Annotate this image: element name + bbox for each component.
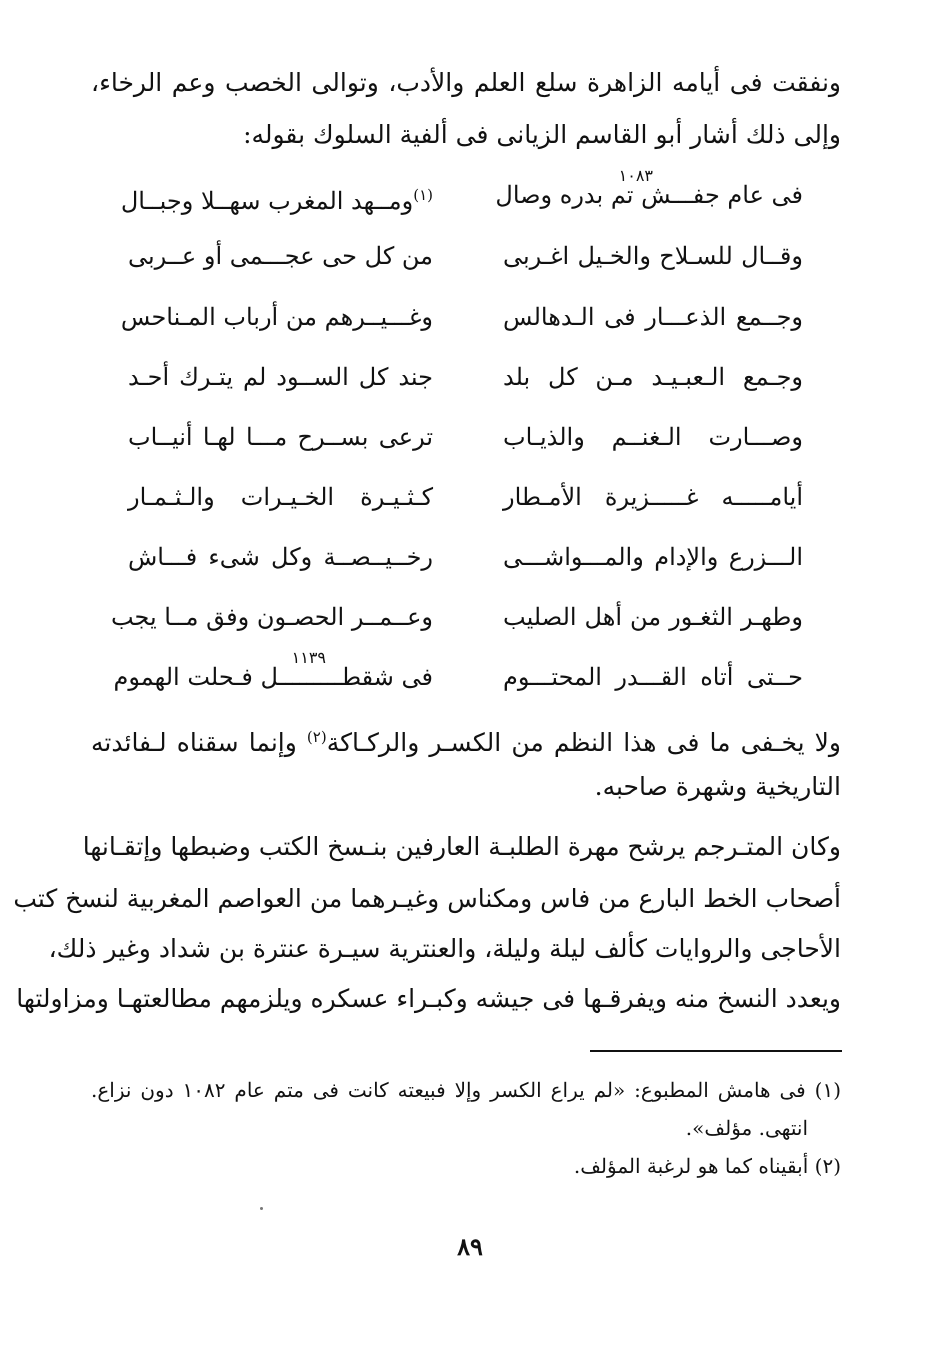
year-note: ١١٣٩ bbox=[291, 648, 326, 667]
verse-first-hemistich: الـــزرع والإدام والمـــواشـــى bbox=[503, 543, 803, 571]
verse-row bbox=[91, 482, 841, 512]
footnote-2: (٢) أبقيناه كما هو لرغبة المؤلف. bbox=[573, 1154, 841, 1178]
verse-row bbox=[91, 166, 841, 215]
verse-first-hemistich: فى عام جفـــش تم بدره وصال bbox=[495, 181, 803, 209]
comment-text-a: ولا يخـفى ما فى هذا النظم من الكسـر والركـاكة bbox=[326, 728, 842, 757]
verse-second-hemistich: رخــيــصــة وكل شىء فـــاش bbox=[128, 543, 433, 571]
year-note: ١٠٨٣ bbox=[618, 166, 653, 185]
verse-second-hemistich-text: ومــهد المغرب سهــلا وجبــال bbox=[120, 187, 414, 215]
verse-second-hemistich: ترعى بســرح مـــا لهـا أنيــاب bbox=[128, 423, 433, 451]
verse-second-hemistich: فى شقطـــــــــل فـحلت الهموم bbox=[113, 663, 433, 691]
paragraph-line: الأحاجى والروايات كألف ليلة وليلة، والعنترية سيـرة عنترة بن شداد وغير ذلك، bbox=[48, 934, 841, 963]
verse-row bbox=[91, 602, 841, 632]
verse-first-hemistich: وطهـر الثغـور من أهل الصليب bbox=[503, 603, 803, 631]
verse-first-hemistich: وقــال للسـلاح والخـيل اغـربى bbox=[503, 242, 803, 270]
intro-line-1: ونفقت فى أيامه الزاهرة سلع العلم والأدب، وتوالى الخصب وعم الرخاء، bbox=[91, 68, 841, 97]
verse-row bbox=[91, 241, 841, 271]
footnote-1-line-1: (١) فى هامش المطبوع: «لم يراع الكسر وإلا فبيعته كانت فى متم عام ١٠٨٢ دون نزاع. bbox=[91, 1078, 842, 1102]
paragraph-line: أصحاب الخط البارع من فاس ومكناس وغيـرهما من العواصم المغربية لنسخ كتب bbox=[13, 884, 841, 913]
verse-second-hemistich: جند كل الســود لم يتـرك أحـد bbox=[128, 363, 433, 391]
footnote-1-line-2: انتهى. مؤلف». bbox=[685, 1116, 808, 1140]
verse-row bbox=[91, 362, 841, 392]
footnote-divider bbox=[590, 1050, 842, 1052]
verse-row bbox=[91, 302, 841, 332]
verse-second-hemistich: كـثـيـرة الخـيـرات والـثـمـار bbox=[128, 483, 433, 511]
verse-second-hemistich bbox=[120, 180, 433, 216]
verse-row bbox=[91, 422, 841, 452]
verse-second-hemistich: من كل حى عجـــمى أو عــربى bbox=[127, 242, 433, 270]
footnote-marker: (١) bbox=[413, 186, 433, 204]
verse-first-hemistich: وصـــارت الـغنــم والذيـاب bbox=[503, 423, 803, 451]
verse-row bbox=[91, 542, 841, 572]
page-number: ٨٩ bbox=[457, 1232, 483, 1261]
verse-second-hemistich: وعــمــر الحصـون وفق مــا يجب bbox=[110, 603, 433, 631]
scan-speck bbox=[260, 1207, 263, 1210]
comment-line-1 bbox=[91, 722, 841, 758]
verse-first-hemistich: أيامـــــه غـــــزيرة الأمـطار bbox=[503, 483, 803, 511]
intro-line-2: وإلى ذلك أشار أبو القاسم الزيانى فى ألفية السلوك بقوله: bbox=[243, 120, 841, 149]
verse-row bbox=[91, 648, 841, 692]
comment-line-2: التاريخية وشهرة صاحبه. bbox=[594, 772, 841, 801]
comment-text-b: وإنما سقناه لـفائدته bbox=[91, 728, 307, 757]
verse-first-hemistich: وجــمع الذعـــار فى الـدهالس bbox=[503, 303, 803, 331]
footnote-marker: (٢) bbox=[306, 728, 327, 746]
verse-first-hemistich: حــتى أتاه القـــدر المحتـــوم bbox=[503, 663, 803, 691]
verse-first-hemistich: وجـمع الـعبـيـد مـن كل بلد bbox=[503, 363, 803, 391]
verse-second-hemistich: وغـــيــرهم من أرباب المـناحس bbox=[120, 303, 433, 331]
paragraph-line: ويعدد النسخ منه ويفرقـها فى جيشه وكبـراء عسكره ويلزمهم مطالعتهـا ومزاولتها bbox=[16, 984, 841, 1013]
paragraph-line: وكان المتـرجم يرشح مهرة الطلبـة العارفين بنـسخ الكتب وضبطها وإتقـانها bbox=[82, 832, 841, 861]
